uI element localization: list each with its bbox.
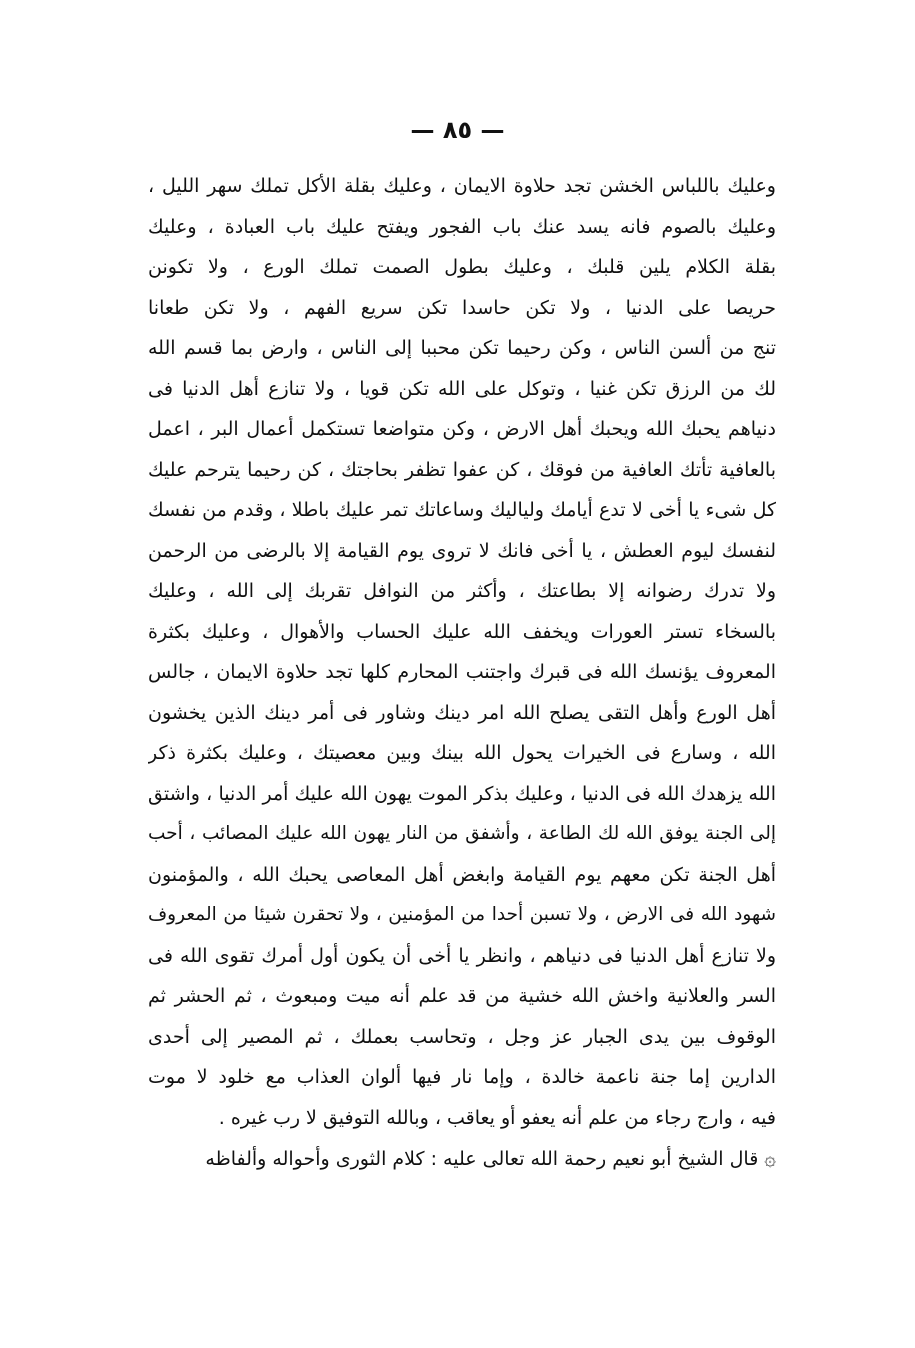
text-line: فيه ، وارج رجاء من علم أنه يعفو أو يعاقب ، وبالله التوفيق لا رب غيره . xyxy=(218,1106,776,1129)
text-line: شهود الله فى الارض ، ولا تسبن أحدا من المؤمنين ، ولا تحقرن شيئا من المعروف xyxy=(148,904,776,925)
text-line: ولا تنازع أهل الدنيا فى دنياهم ، وانظر يا أخى أن يكون أول أمرك تقوى الله فى xyxy=(148,944,776,967)
text-line: بقلة الكلام يلين قلبك ، وعليك بطول الصمت تملك الورع ، ولا تكونن xyxy=(148,256,776,278)
page-number: — ٨٥ — xyxy=(410,116,505,144)
section-heading-line xyxy=(148,1138,776,1179)
section-ornament-icon: ۞ xyxy=(764,1146,776,1170)
text-line: السر والعلانية واخش الله خشية من قد علم أنه ميت ومبعوث ، ثم الحشر ثم xyxy=(148,985,776,1007)
text-line: تنج من ألسن الناس ، وكن رحيما تكن محببا إلى الناس ، وارض بما قسم الله xyxy=(148,337,776,359)
text-line: الوقوف بين يدى الجبار عز وجل ، وتحاسب بعملك ، ثم المصير إلى أحدى xyxy=(148,1025,776,1048)
text-line: لنفسك ليوم العطش ، يا أخى فانك لا تروى يوم القيامة إلا بالرضى من الرحمن xyxy=(148,539,776,562)
text-line: كل شىء يا أخى لا تدع أيامك ولياليك وساعاتك تمر عليك باطلا ، وقدم من نفسك xyxy=(148,499,776,521)
section-heading-text: قال الشيخ أبو نعيم رحمة الله تعالى عليه : كلام الثورى وأحواله وألفاظه xyxy=(205,1148,759,1170)
text-line: وعليك باللباس الخشن تجد حلاوة الايمان ، وعليك بقلة الأكل تملك سهر الليل ، xyxy=(148,175,776,197)
text-line: المعروف يؤنسك الله فى قبرك واجتنب المحارم كلها تجد حلاوة الايمان ، جالس xyxy=(148,661,776,683)
text-line: الله ، وسارع فى الخيرات يحول الله بينك وبين معصيتك ، وعليك بكثرة ذكر xyxy=(148,742,776,764)
text-line: وعليك بالصوم فانه يسد عنك باب الفجور ويفتح عليك باب العبادة ، وعليك xyxy=(148,215,776,238)
text-line: الدارين إما جنة ناعمة خالدة ، وإما نار فيها ألوان العذاب مع خلود لا موت xyxy=(148,1066,776,1088)
text-line: دنياهم يحبك الله ويحبك أهل الارض ، وكن متواضعا تستكمل أعمال البر ، اعمل xyxy=(148,418,776,440)
text-line: بالعافية تأتك العافية من فوقك ، كن عفوا تظفر بحاجتك ، كن رحيما يترحم عليك xyxy=(148,458,776,481)
text-line: ولا تدرك رضوانه إلا بطاعتك ، وأكثر من النوافل تقربك إلى الله ، وعليك xyxy=(148,580,776,602)
text-line: بالسخاء تستر العورات ويخفف الله عليك الحساب والأهوال ، وعليك بكثرة xyxy=(148,620,776,643)
text-line: أهل الورع وأهل التقى يصلح الله امر دينك وشاور فى أمر دينك الذين يخشون xyxy=(148,701,776,724)
text-line: الله يزهدك الله فى الدنيا ، وعليك بذكر الموت يهون الله عليك أمر الدنيا ، واشتق xyxy=(148,782,776,805)
text-line: لك من الرزق تكن غنيا ، وتوكل على الله تكن قويا ، ولا تنازع أهل الدنيا فى xyxy=(148,377,776,400)
text-line: حريصا على الدنيا ، ولا تكن حاسدا تكن سريع الفهم ، ولا تكن طعانا xyxy=(148,296,776,319)
text-line: إلى الجنة يوفق الله لك الطاعة ، وأشفق من النار يهون الله عليك المصائب ، أحب xyxy=(148,823,776,844)
text-line: أهل الجنة تكن معهم يوم القيامة وابغض أهل المعاصى يحبك الله ، والمؤمنون xyxy=(148,863,776,886)
body-text xyxy=(148,166,776,1179)
